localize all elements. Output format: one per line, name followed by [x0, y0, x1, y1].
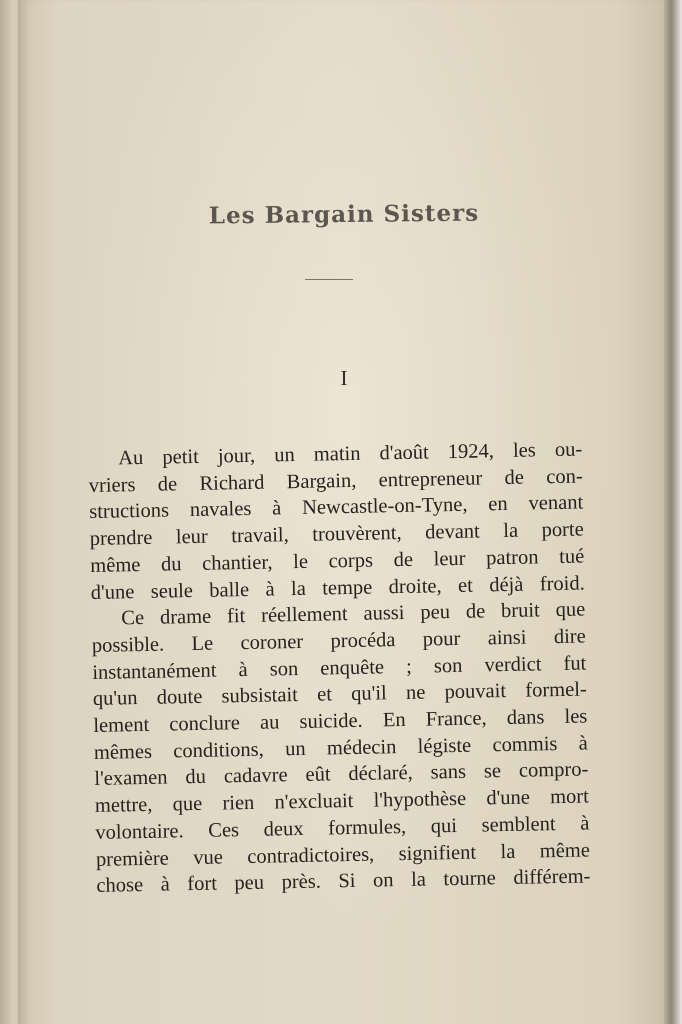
text-line: l'examen du cadavre eût déclaré, sans se compro-	[94, 758, 589, 791]
title-divider	[305, 279, 353, 280]
text-line: mettre, que rien n'excluait l'hypothèse d'une mort	[94, 785, 590, 818]
text-line: Au petit jour, un matin d'août 1924, les ou-	[118, 438, 583, 470]
book-page	[18, 0, 670, 1024]
text-line: qu'un doute subsistait et qu'il ne pouvait formel-	[92, 678, 587, 711]
text-line: instantanément à son enquête ; son verdict fut	[92, 652, 587, 684]
right-page-edge	[664, 0, 682, 1024]
text-line: prendre leur travail, trouvèrent, devant la porte	[89, 518, 584, 551]
chapter-title: Les Bargain Sisters	[208, 199, 480, 230]
text-line: d'une seule balle à la tempe droite, et déjà froid.	[90, 572, 585, 604]
text-line: chose à fort peu près. Si on la tourne différem-	[96, 865, 591, 898]
text-line: volontaire. Ces deux formules, qui semblent à	[95, 812, 590, 844]
text-line: même du chantier, le corps de leur patron tué	[90, 545, 585, 577]
text-line: mêmes conditions, un médecin légiste commis à	[93, 732, 589, 764]
text-line: première vue contradictoires, signifient la même	[95, 838, 591, 871]
text-line: possible. Le coroner procéda pour ainsi dire	[91, 625, 586, 657]
body-text	[88, 437, 591, 900]
section-number: I	[340, 366, 348, 390]
text-line: lement conclure au suicide. En France, dans les	[93, 705, 588, 737]
text-line: Ce drame fit réellement aussi peu de bruit que	[121, 598, 586, 630]
text-line: vriers de Richard Bargain, entrepreneur de con-	[88, 465, 583, 497]
text-line: structions navales à Newcastle-on-Tyne, en venant	[89, 491, 584, 524]
